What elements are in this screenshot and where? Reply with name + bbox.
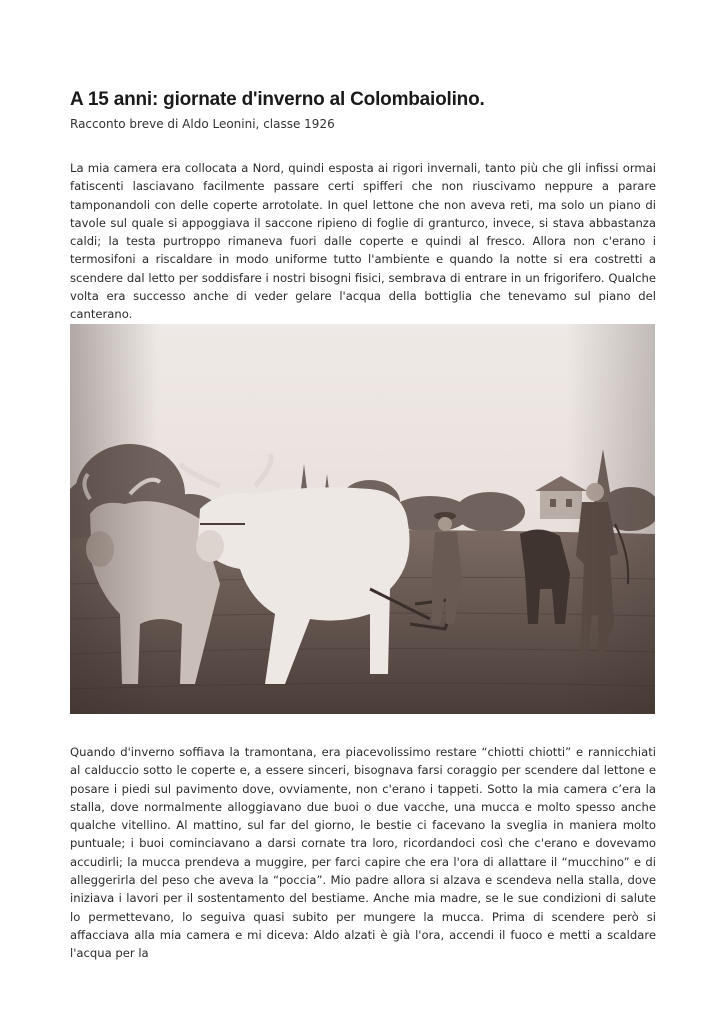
paragraph-2: Quando d'inverno soffiava la tramontana, era piacevolissimo restare “chiotti chiotti” e rannicchiati al calduccio sotto le coperte e, a essere sinceri, bisognava farsi coraggio per scendere dal lettone e posare i piedi sul pavimento dove, ovviamente, non c'erano i tappeti. Sotto la mia camera c’era la stalla, dove normalmente alloggiavano due buoi o due vacche, una mucca e molto spesso anche qualche vitellino. Al mattino, sul far del giorno, le bestie ci facevano la sveglia in maniera molto puntuale; i buoi cominciavano a darsi cornate tra loro, ricordandoci così che c'erano e dovevamo accudirli; la mucca prendeva a muggire, per farci capire che era l'ora di allattare il “mucchino” e di alleggerirla del peso che aveva la “poccia”. Mio padre allora si alzava e scendeva nella stalla, dove iniziava i lavori per il sostentamento del bestiame. Anche mia madre, se le sue condizioni di salute lo permettevano, lo seguiva quasi subito per mungere la mucca. Prima di scendere però si affacciava alla mia camera e mi diceva: Aldo alzati è già l'ora, accendi il fuoco e metti a scaldare l'acqua per la: [70, 745, 656, 961]
photo-illustration: [70, 324, 655, 714]
sepia-photo-oxen-ploughing: [70, 324, 655, 714]
paragraph-1: La mia camera era collocata a Nord, quindi esposta ai rigori invernali, tanto più che gli infissi ormai fatiscenti lasciavano facilmente passare certi spifferi che non riuscivamo neppure a parare tamponandoli con delle coperte arrotolate. In quel lettone che non aveva reti, ma solo un piano di tavole sul quale si appoggiava il saccone ripieno di foglie di granturco, invece, si stava abbastanza caldi; la testa purtroppo rimaneva fuori dalle coperte e quindi al fresco. Allora non c'erano i termosifoni a riscaldare in modo uniforme tutto l'ambiente e quando la notte si era costretti a scendere dal letto per soddisfare i nostri bisogni fisici, sembrava di entrare in un frigorifero. Qualche volta era successo anche di veder gelare l'acqua della bottiglia che tenevamo sul piano del canterano.: [70, 161, 656, 322]
photo-vignette: [70, 324, 655, 714]
page-title: A 15 anni: giornate d'inverno al Colombaiolino.: [70, 89, 485, 110]
page-subtitle: Racconto breve di Aldo Leonini, classe 1926: [70, 117, 335, 131]
